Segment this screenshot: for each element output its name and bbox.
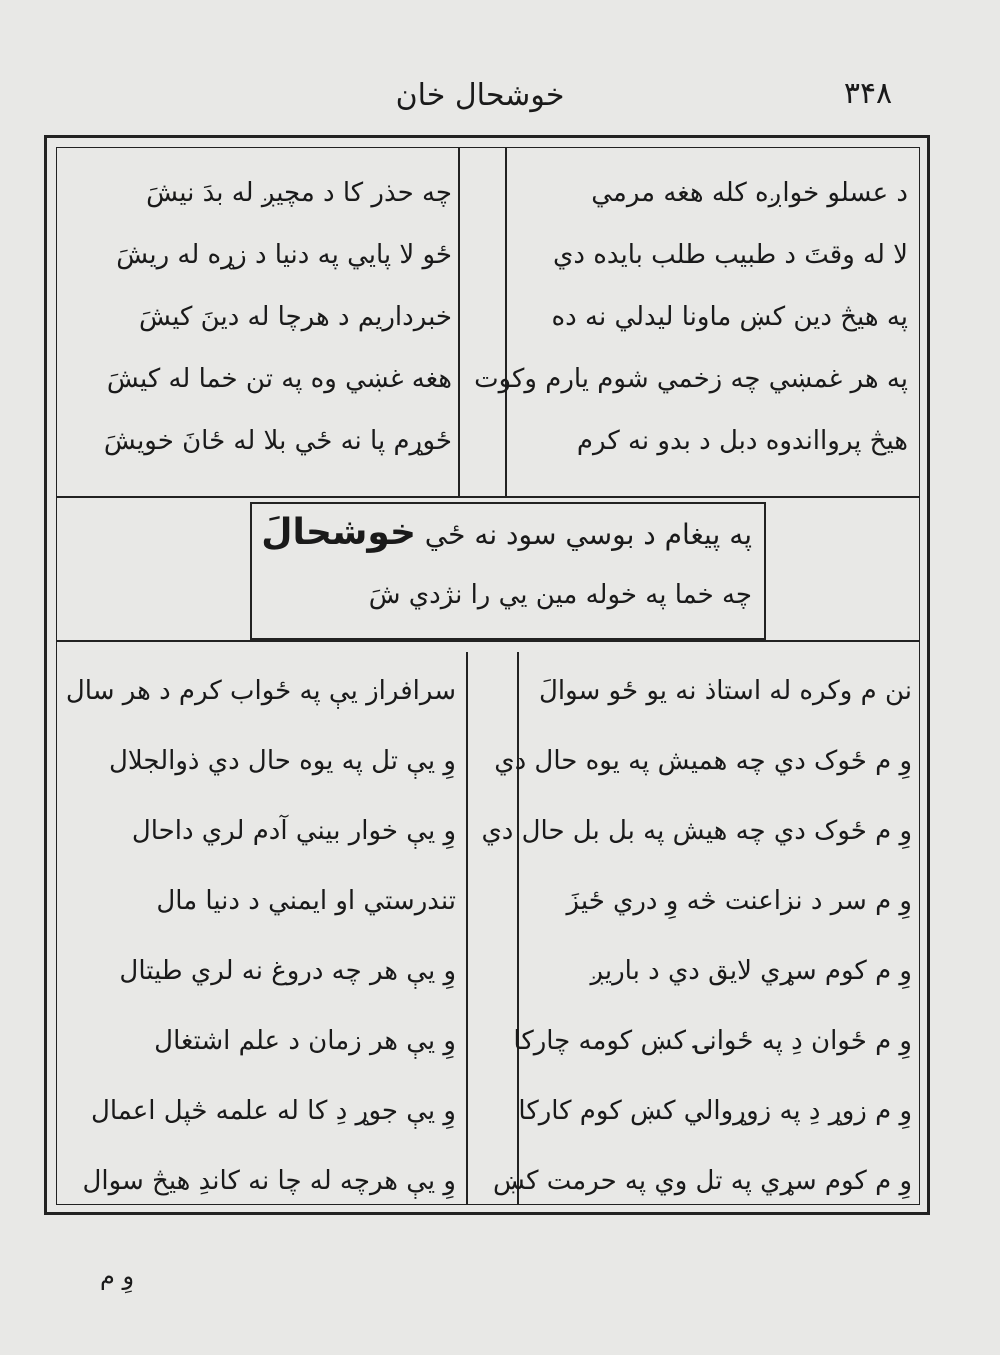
verse-line: په هيڅ دين کښ ماونا ليدلي نه ده bbox=[551, 302, 908, 332]
verse-line: د عسلو خواږه کله هغه مرمي bbox=[591, 178, 908, 208]
verse-line: ځوړم پا نه ځي بلا له ځانَ خويشَ bbox=[103, 426, 452, 456]
verse-line: وِ م ځوک دي چه هيش په بل بل حال دي bbox=[481, 816, 912, 846]
top-column-divider bbox=[458, 148, 460, 496]
bottom-column-divider bbox=[466, 652, 468, 1205]
verse-line: وِ يې جوړ دِ کا له علمه څپل اعمال bbox=[90, 1096, 456, 1126]
bottom-right-verses bbox=[481, 656, 912, 1216]
top-right-verses bbox=[474, 162, 908, 472]
verse-line: وِ م زوړ دِ په زوړوالي کښ کوم کارکا bbox=[518, 1096, 912, 1126]
top-section-bottom-rule bbox=[57, 496, 919, 498]
verse-line: وِ م سر د نزاعنت څه وِ دري ځيزَ bbox=[566, 886, 912, 916]
verse-line: وِ يې تل په يوه حال دي ذوالجلال bbox=[109, 746, 456, 776]
verse-line: وِ م ځوک دي چه هميش په يوه حال دي bbox=[494, 746, 912, 776]
verse-line: وِ م کوم سړي په تل وي په حرمت کښ bbox=[492, 1166, 912, 1196]
verse-line: هغه غښي وه په تن خما له کيشَ bbox=[106, 364, 452, 394]
verse-line: وِ م ځوان دِ په ځوانۍ کښ کومه چارکا bbox=[513, 1026, 912, 1056]
center-verse-line-2: چه خما په خوله مين يي را نژدي شَ bbox=[368, 580, 752, 610]
bottom-section-top-rule bbox=[57, 640, 919, 642]
running-header-title: خوشحال خان bbox=[395, 78, 565, 113]
page-number: ۳۴۸ bbox=[843, 76, 893, 111]
center-verse-line-1 bbox=[262, 512, 752, 553]
verse-line: تندرستي او ايمني د دنيا مال bbox=[156, 886, 456, 916]
verse-line: لا له وقتَ د طبيب طلب بايده دي bbox=[553, 240, 908, 270]
verse-line: وِ يې خوار بيني آدم لري داحال bbox=[131, 816, 456, 846]
verse-line: هيڅ پروااندوه دبل د بدو نه کرم bbox=[576, 426, 908, 456]
verse-line: ځو لا پايي په دنيا د زړه له ريشَ bbox=[116, 240, 452, 270]
poet-name: خوشحالَ bbox=[261, 512, 416, 553]
bottom-left-verses bbox=[65, 656, 456, 1216]
verse-line: خبرداريم د هرچا له دينَ کيشَ bbox=[139, 302, 452, 332]
verse-line: چه حذر کا د مچيږ له بدَ نيشَ bbox=[146, 178, 452, 208]
verse-line: وِ يې هر چه دروغ نه لري طيتال bbox=[119, 956, 456, 986]
top-column-divider-inner bbox=[505, 148, 507, 496]
verse-line: وِ يې هر زمان د علم اشتغال bbox=[154, 1026, 456, 1056]
verse-line: نن م وکره له استاذ نه يو ځو سوالَ bbox=[538, 676, 912, 706]
top-left-verses bbox=[68, 162, 452, 472]
verse-line: وِ يې هرچه له چا نه کاندِ هيڅ سوال bbox=[82, 1166, 456, 1196]
verse-line: سرافراز يې په ځواب کرم د هر سال bbox=[65, 676, 456, 706]
verse-line: په هر غمښي چه زخمي شوم يارم وکوت bbox=[474, 364, 908, 394]
catchword: وِ م bbox=[100, 1262, 135, 1290]
verse-line: وِ م کوم سړي لايق دي د باريږ bbox=[590, 956, 912, 986]
center-verse-text: په پيغام د بوسي سود نه ځي bbox=[424, 518, 752, 551]
